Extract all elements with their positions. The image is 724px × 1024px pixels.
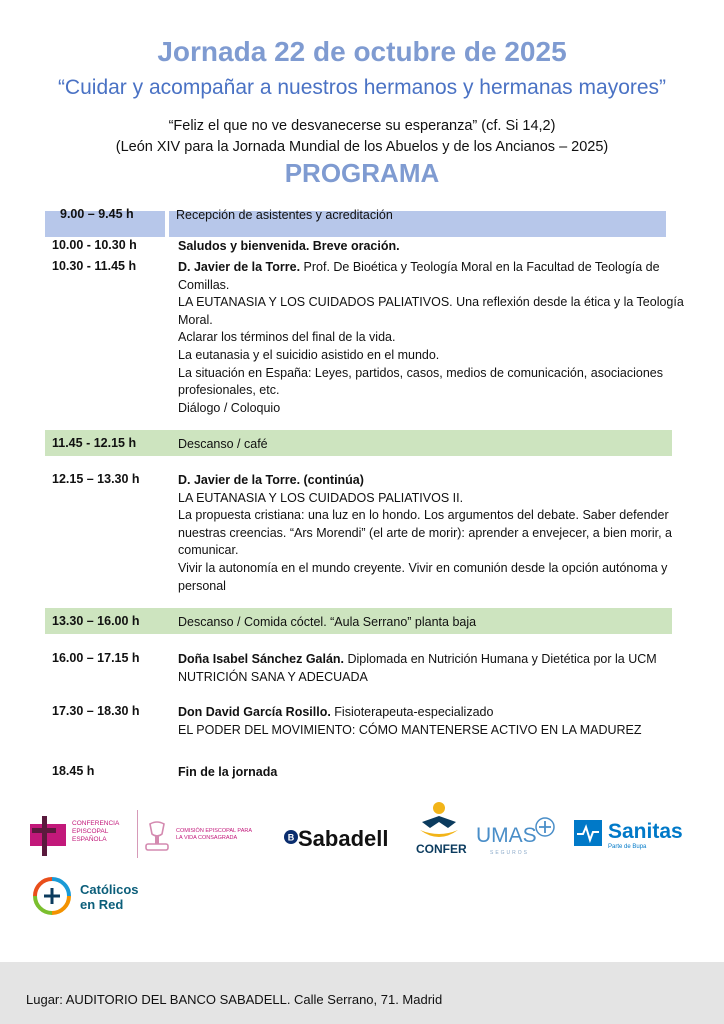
quote bbox=[0, 116, 724, 158]
umas-subtext: SEGUROS bbox=[490, 850, 530, 856]
logo-divider bbox=[137, 810, 138, 858]
program-line: La propuesta cristiana: una luz en lo hondo. Los argumentos del debate. Saber defender nuestras creencias. “Ars Morendi” (el arte de morir): aprender a envejecer, a bien morir, a comunicar. bbox=[178, 508, 672, 558]
comision-text-line: COMISIÓN EPISCOPAL PARA bbox=[176, 828, 252, 834]
quote-line-2: (León XIV para la Jornada Mundial de los Abuelos y de los Ancianos – 2025) bbox=[115, 139, 609, 155]
footer bbox=[0, 962, 724, 1024]
comision-logo bbox=[142, 820, 282, 860]
sabadell-logo bbox=[284, 826, 396, 854]
program-desc bbox=[178, 614, 708, 632]
svg-text:B: B bbox=[287, 832, 295, 843]
speaker-role: Diplomada en Nutrición Humana y Dietética por la UCM bbox=[344, 652, 657, 666]
program-time: 9.00 – 9.45 h bbox=[60, 207, 134, 221]
program-line: Diálogo / Coloquio bbox=[178, 400, 281, 415]
program-time: 17.30 – 18.30 h bbox=[52, 704, 140, 718]
catolicos-text-line: en Red bbox=[80, 897, 124, 912]
sabadell-text: Sabadell bbox=[298, 826, 389, 851]
cee-text-line: ESPAÑOLA bbox=[72, 836, 107, 843]
program-line bbox=[178, 704, 708, 722]
comision-text-line: LA VIDA CONSAGRADA bbox=[176, 835, 238, 841]
cee-text-line: EPISCOPAL bbox=[72, 828, 109, 835]
speaker-name: Don David García Rosillo. bbox=[178, 705, 331, 719]
program-time: 10.00 - 10.30 h bbox=[52, 238, 137, 252]
catolicos-en-red-logo bbox=[32, 876, 162, 916]
program-line: Descanso / café bbox=[178, 437, 268, 451]
program-desc bbox=[178, 259, 708, 417]
program-line: LA EUTANASIA Y LOS CUIDADOS PALIATIVOS II. bbox=[178, 490, 464, 505]
speaker-name: Doña Isabel Sánchez Galán. bbox=[178, 652, 345, 666]
program-time: 13.30 – 16.00 h bbox=[52, 614, 140, 628]
program-line: LA EUTANASIA Y LOS CUIDADOS PALIATIVOS. Una reflexión desde la ética y la Teología Moral. bbox=[178, 295, 684, 327]
speaker-name: D. Javier de la Torre. bbox=[178, 260, 301, 274]
speaker-role: Prof. De Bioética y Teología Moral en la Facultad de Teología de Comillas. bbox=[178, 260, 660, 292]
program-line: NUTRICIÓN SANA Y ADECUADA bbox=[178, 669, 368, 684]
speaker-name: D. Javier de la Torre. (continúa) bbox=[178, 473, 364, 487]
chalice-icon bbox=[142, 820, 172, 854]
catolicos-text-line: Católicos bbox=[80, 882, 139, 897]
sabadell-b-icon bbox=[284, 830, 298, 844]
program-line: La eutanasia y el suicidio asistido en el mundo. bbox=[178, 347, 440, 362]
sanitas-logo bbox=[574, 820, 704, 856]
quote-line-1: “Feliz el que no ve desvanecerse su esperanza” (cf. Si 14,2) bbox=[168, 118, 556, 134]
catolicos-text bbox=[80, 882, 139, 912]
confer-logo bbox=[412, 800, 466, 860]
page-title: Jornada 22 de octubre de 2025 bbox=[157, 36, 567, 67]
program-desc bbox=[178, 436, 708, 454]
program-line: Fin de la jornada bbox=[178, 765, 278, 779]
program-time: 12.15 – 13.30 h bbox=[52, 472, 140, 486]
comision-text bbox=[176, 828, 252, 842]
umas-text: UMAS bbox=[476, 824, 537, 847]
program-desc bbox=[178, 764, 708, 782]
confer-text: CONFER bbox=[416, 842, 467, 856]
confer-figure-icon bbox=[412, 800, 466, 842]
speaker-role: Fisioterapeuta-especializado bbox=[330, 705, 494, 719]
venue-text: Lugar: AUDITORIO DEL BANCO SABADELL. Calle Serrano, 71. Madrid bbox=[26, 992, 443, 1007]
program-time: 16.00 – 17.15 h bbox=[52, 651, 140, 665]
program-line: Recepción de asistentes y acreditación bbox=[176, 208, 393, 222]
program-desc bbox=[178, 651, 708, 686]
umas-plus-icon bbox=[534, 816, 556, 838]
programa-heading: PROGRAMA bbox=[284, 158, 440, 188]
cee-text-line: CONFERENCIA bbox=[72, 820, 120, 827]
program-desc bbox=[178, 472, 708, 595]
program-line: La situación en España: Leyes, partidos, casos, medios de comunicación, asociaciones profesionales, etc. bbox=[178, 365, 664, 398]
program-desc bbox=[178, 238, 708, 256]
cee-cross-icon bbox=[28, 814, 68, 858]
program-line: Descanso / Comida cóctel. “Aula Serrano” planta baja bbox=[178, 615, 477, 629]
program-line bbox=[178, 651, 708, 669]
cee-text bbox=[72, 820, 119, 844]
program-time: 11.45 - 12.15 h bbox=[52, 436, 137, 450]
sponsor-logos bbox=[22, 800, 712, 870]
program-desc bbox=[176, 207, 706, 225]
cee-logo bbox=[28, 814, 132, 858]
sanitas-heartbeat-icon bbox=[574, 820, 602, 846]
program-line bbox=[178, 259, 708, 294]
program-line: Saludos y bienvenida. Breve oración. bbox=[178, 239, 400, 253]
program-time: 18.45 h bbox=[52, 764, 95, 778]
catolicos-cross-icon bbox=[32, 876, 72, 916]
program-line: EL PODER DEL MOVIMIENTO: CÓMO MANTENERSE ACTIVO EN LA MADUREZ bbox=[178, 722, 642, 737]
sanitas-subtext: Parte de Bupa bbox=[608, 844, 647, 850]
program-line: Vivir la autonomía en el mundo creyente. Vivir en comunión desde la opción autónoma y personal bbox=[178, 560, 668, 593]
program-desc bbox=[178, 704, 708, 739]
program-line: Aclarar los términos del final de la vida. bbox=[178, 330, 396, 345]
umas-logo bbox=[476, 816, 560, 860]
sanitas-text: Sanitas bbox=[608, 820, 683, 843]
program-time: 10.30 - 11.45 h bbox=[52, 259, 137, 273]
page-subtitle: “Cuidar y acompañar a nuestros hermanos y hermanas mayores” bbox=[57, 76, 667, 99]
